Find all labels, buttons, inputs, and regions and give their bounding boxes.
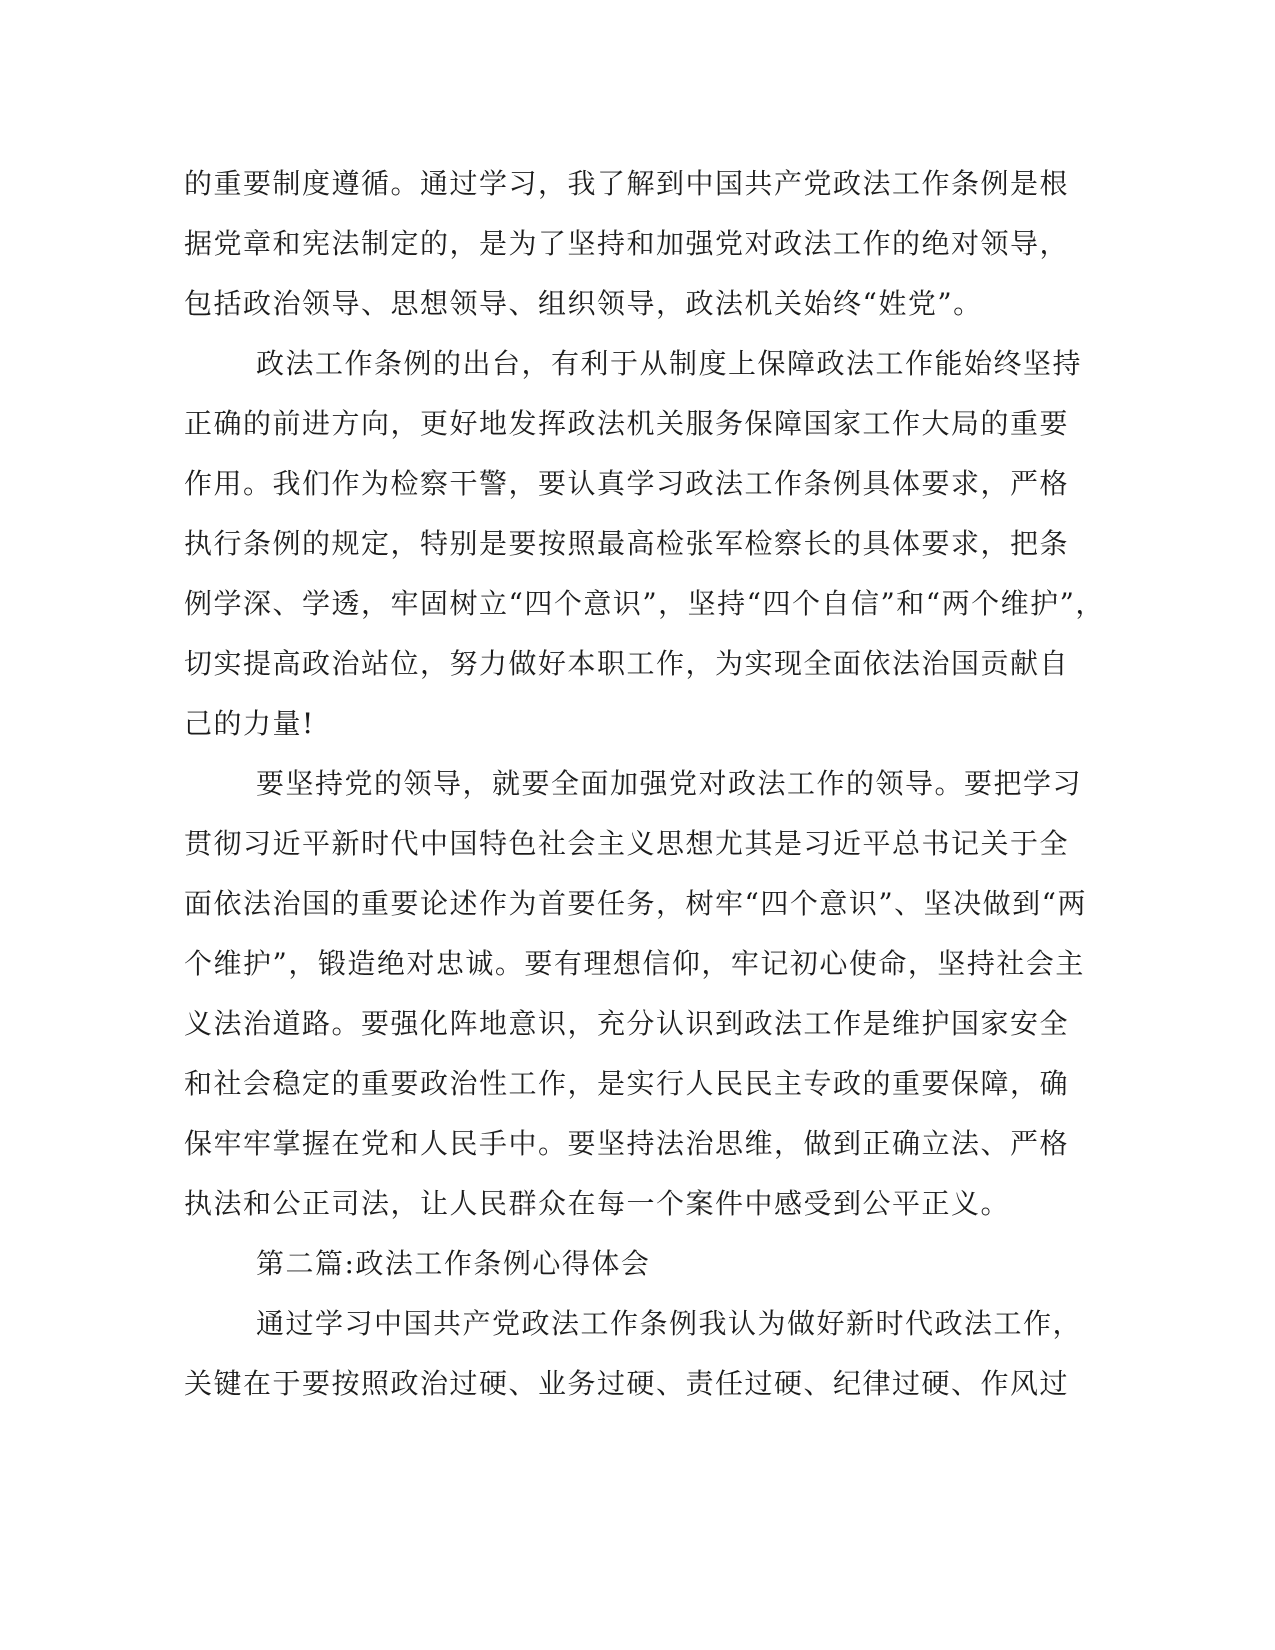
text-line: 执法和公正司法，让人民群众在每一个案件中感受到公平正义。 [184, 1187, 1011, 1220]
text-line: 正确的前进方向，更好地发挥政法机关服务保障国家工作大局的重要 [184, 407, 1070, 440]
text-line: 保牢牢掌握在党和人民手中。要坚持法治思维，做到正确立法、严格 [184, 1127, 1070, 1160]
text-line: 义法治道路。要强化阵地意识，充分认识到政法工作是维护国家安全 [184, 1007, 1070, 1040]
text-line: 贯彻习近平新时代中国特色社会主义思想尤其是习近平总书记关于全 [184, 827, 1070, 860]
section-heading: 第二篇:政法工作条例心得体会 [256, 1247, 651, 1280]
text-line: 切实提高政治站位，努力做好本职工作，为实现全面依法治国贡献自 [184, 647, 1070, 680]
text-line: 的重要制度遵循。通过学习，我了解到中国共产党政法工作条例是根 [184, 167, 1070, 200]
document-body [184, 160, 1105, 1420]
paragraph-start-line: 通过学习中国共产党政法工作条例我认为做好新时代政法工作， [256, 1307, 1083, 1340]
text-line: 据党章和宪法制定的，是为了坚持和加强党对政法工作的绝对领导， [184, 227, 1070, 260]
text-line: 己的力量! [184, 707, 315, 740]
text-line: 面依法治国的重要论述作为首要任务，树牢“四个意识”、坚决做到“两 [184, 887, 1087, 920]
text-line: 例学深、学透，牢固树立“四个意识”，坚持“四个自信”和“两个维护”， [184, 587, 1105, 620]
text-line: 个维护”，锻造绝对忠诚。要有理想信仰，牢记初心使命，坚持社会主 [184, 947, 1085, 980]
paragraph-start-line: 要坚持党的领导，就要全面加强党对政法工作的领导。要把学习 [256, 767, 1083, 800]
text-line: 和社会稳定的重要政治性工作，是实行人民民主专政的重要保障，确 [184, 1067, 1070, 1100]
text-line: 执行条例的规定，特别是要按照最高检张军检察长的具体要求，把条 [184, 527, 1070, 560]
text-line: 关键在于要按照政治过硬、业务过硬、责任过硬、纪律过硬、作风过 [184, 1367, 1070, 1400]
text-line: 作用。我们作为检察干警，要认真学习政法工作条例具体要求，严格 [184, 467, 1070, 500]
text-line: 包括政治领导、思想领导、组织领导，政法机关始终“姓党”。 [184, 287, 983, 320]
paragraph-start-line: 政法工作条例的出台，有利于从制度上保障政法工作能始终坚持 [256, 347, 1083, 380]
